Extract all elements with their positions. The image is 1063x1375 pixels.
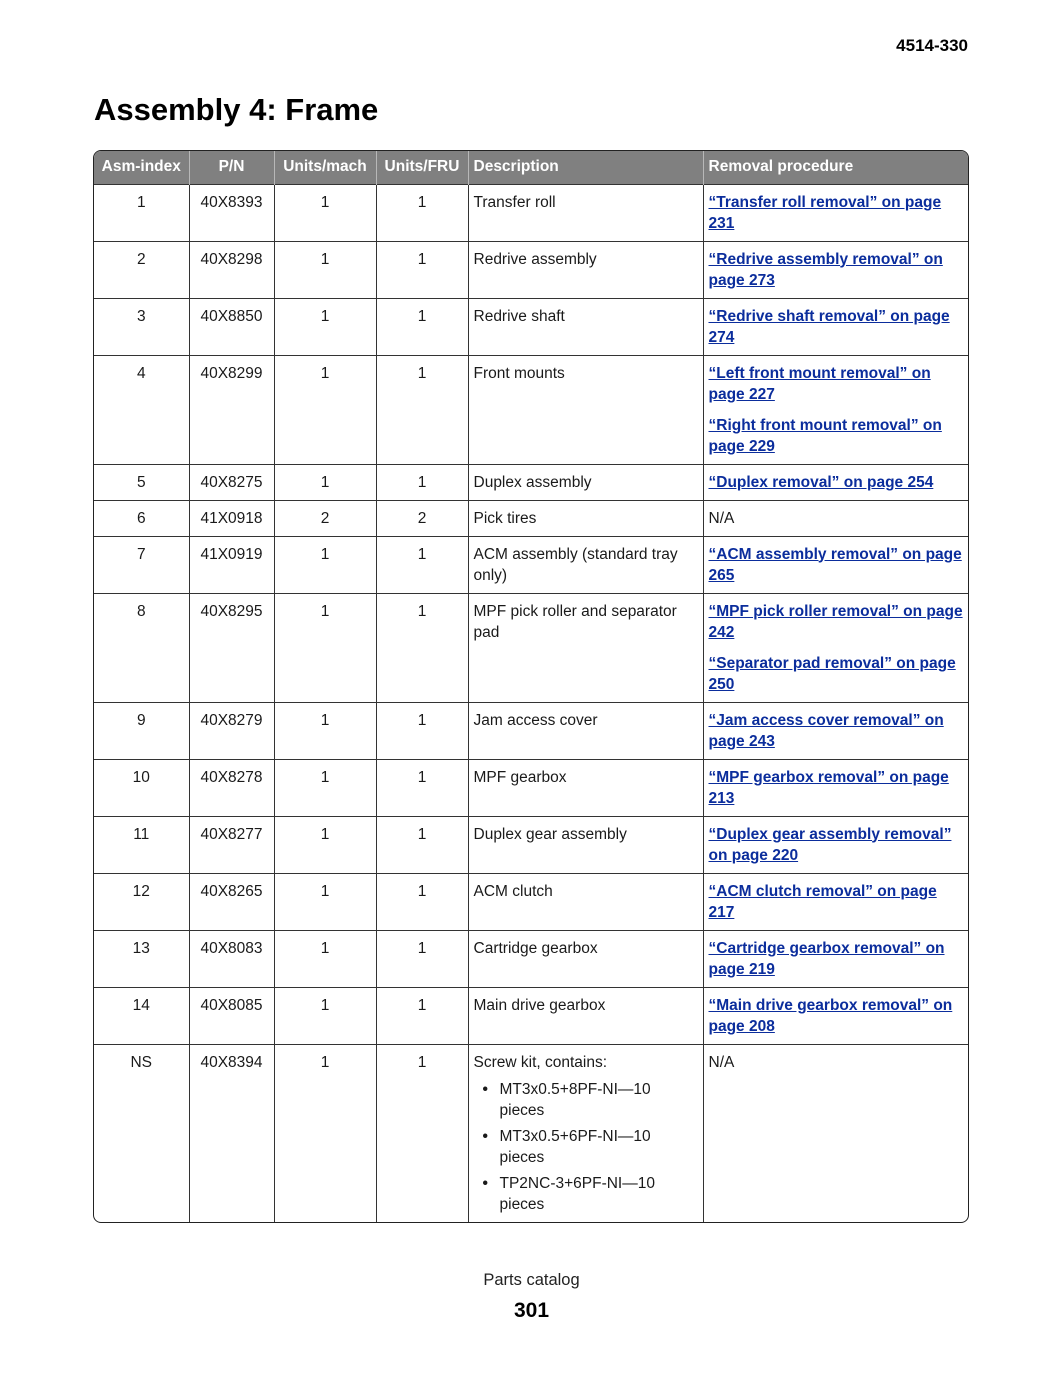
removal-procedure-link[interactable]: “Cartridge gearbox removal” on page 219 [708, 939, 945, 978]
parts-table-container [93, 150, 969, 1223]
cell-part-number: 40X8298 [189, 241, 274, 298]
cell-removal-procedure [703, 702, 969, 759]
column-header-description: Description [468, 151, 703, 184]
cell-units-fru: 2 [376, 500, 468, 536]
cell-units-fru: 1 [376, 873, 468, 930]
cell-removal-procedure [703, 1044, 969, 1222]
table-row [94, 1044, 969, 1222]
cell-description [468, 500, 703, 536]
table-row [94, 873, 969, 930]
cell-units-mach: 1 [274, 873, 376, 930]
cell-units-mach: 1 [274, 759, 376, 816]
column-header-units-fru: Units/FRU [376, 151, 468, 184]
cell-units-mach: 1 [274, 1044, 376, 1222]
description-text: Redrive shaft [473, 307, 565, 325]
cell-description [468, 1044, 703, 1222]
removal-procedure-link[interactable]: “MPF gearbox removal” on page 213 [708, 768, 949, 807]
cell-units-fru: 1 [376, 816, 468, 873]
cell-units-mach: 1 [274, 536, 376, 593]
cell-units-fru: 1 [376, 184, 468, 241]
table-row [94, 930, 969, 987]
description-text: MPF pick roller and separator pad [473, 602, 677, 641]
cell-units-mach: 1 [274, 298, 376, 355]
description-text: Duplex assembly [473, 473, 592, 491]
cell-units-mach: 1 [274, 930, 376, 987]
cell-description [468, 536, 703, 593]
description-text: Main drive gearbox [473, 996, 606, 1014]
cell-part-number: 41X0918 [189, 500, 274, 536]
cell-asm-index: NS [94, 1044, 189, 1222]
cell-units-mach: 1 [274, 355, 376, 464]
cell-part-number: 40X8295 [189, 593, 274, 702]
description-text: Front mounts [473, 364, 565, 382]
bullet-icon: • [482, 1127, 488, 1145]
cell-part-number: 40X8279 [189, 702, 274, 759]
cell-removal-procedure [703, 930, 969, 987]
bullet-icon: • [482, 1080, 488, 1098]
cell-units-mach: 1 [274, 987, 376, 1044]
cell-removal-procedure [703, 241, 969, 298]
footer-label: Parts catalog [483, 1271, 580, 1289]
column-header-asm-index: Asm-index [94, 151, 189, 184]
column-header-units-mach: Units/mach [274, 151, 376, 184]
cell-removal-procedure [703, 184, 969, 241]
description-list-item-text: MT3x0.5+6PF-NI—10 pieces [499, 1127, 651, 1166]
description-list-item-text: MT3x0.5+8PF-NI—10 pieces [499, 1080, 651, 1119]
removal-not-applicable: N/A [708, 509, 735, 527]
cell-units-mach: 1 [274, 184, 376, 241]
cell-part-number: 41X0919 [189, 536, 274, 593]
description-text: ACM clutch [473, 882, 553, 900]
cell-asm-index: 14 [94, 987, 189, 1044]
cell-asm-index: 8 [94, 593, 189, 702]
cell-description [468, 241, 703, 298]
cell-part-number: 40X8299 [189, 355, 274, 464]
parts-table [94, 151, 969, 1222]
cell-units-fru: 1 [376, 298, 468, 355]
cell-removal-procedure [703, 987, 969, 1044]
cell-asm-index: 6 [94, 500, 189, 536]
removal-procedure-link[interactable]: “ACM clutch removal” on page 217 [708, 882, 937, 921]
cell-description [468, 184, 703, 241]
removal-procedure-link[interactable]: “Duplex gear assembly removal” on page 220 [708, 825, 952, 864]
cell-units-mach: 1 [274, 816, 376, 873]
description-text: Transfer roll [473, 193, 556, 211]
description-text: Duplex gear assembly [473, 825, 627, 843]
table-row [94, 987, 969, 1044]
table-row [94, 184, 969, 241]
description-list-item [474, 1079, 698, 1121]
cell-removal-procedure [703, 593, 969, 702]
cell-part-number: 40X8278 [189, 759, 274, 816]
cell-units-fru: 1 [376, 593, 468, 702]
removal-procedure-link[interactable]: “Separator pad removal” on page 250 [708, 654, 956, 693]
table-row [94, 816, 969, 873]
cell-units-fru: 1 [376, 355, 468, 464]
cell-units-mach: 1 [274, 241, 376, 298]
column-header-removal-procedure: Removal procedure [703, 151, 969, 184]
cell-units-mach: 2 [274, 500, 376, 536]
page-number: 301 [513, 1299, 550, 1322]
removal-procedure-link[interactable]: “MPF pick roller removal” on page 242 [708, 602, 963, 641]
cell-description [468, 593, 703, 702]
table-row [94, 759, 969, 816]
cell-description [468, 873, 703, 930]
cell-units-fru: 1 [376, 464, 468, 500]
cell-part-number: 40X8083 [189, 930, 274, 987]
document-id: 4514-330 [896, 36, 968, 55]
cell-part-number: 40X8393 [189, 184, 274, 241]
cell-description [468, 298, 703, 355]
cell-units-fru: 1 [376, 759, 468, 816]
cell-removal-procedure [703, 500, 969, 536]
table-row [94, 536, 969, 593]
description-text: ACM assembly (standard tray only) [473, 545, 678, 584]
cell-asm-index: 5 [94, 464, 189, 500]
cell-removal-procedure [703, 759, 969, 816]
cell-units-mach: 1 [274, 702, 376, 759]
cell-asm-index: 2 [94, 241, 189, 298]
cell-units-mach: 1 [274, 593, 376, 702]
cell-removal-procedure [703, 464, 969, 500]
cell-units-fru: 1 [376, 241, 468, 298]
removal-procedure-link[interactable]: “Main drive gearbox removal” on page 208 [708, 996, 953, 1035]
removal-procedure-link[interactable]: “Redrive shaft removal” on page 274 [708, 307, 950, 346]
cell-asm-index: 7 [94, 536, 189, 593]
cell-description [468, 702, 703, 759]
cell-units-fru: 1 [376, 702, 468, 759]
description-list-item-text: TP2NC-3+6PF-NI—10 pieces [499, 1174, 655, 1213]
removal-procedure-link[interactable]: “Transfer roll removal” on page 231 [708, 193, 942, 232]
description-text: Screw kit, contains: [473, 1053, 608, 1071]
cell-units-fru: 1 [376, 536, 468, 593]
table-row [94, 702, 969, 759]
cell-asm-index: 10 [94, 759, 189, 816]
cell-units-fru: 1 [376, 1044, 468, 1222]
cell-part-number: 40X8085 [189, 987, 274, 1044]
cell-description [468, 816, 703, 873]
column-header-pn: P/N [189, 151, 274, 184]
cell-description [468, 759, 703, 816]
cell-part-number: 40X8265 [189, 873, 274, 930]
removal-procedure-link[interactable]: “Duplex removal” on page 254 [708, 473, 934, 491]
cell-part-number: 40X8277 [189, 816, 274, 873]
cell-description [468, 987, 703, 1044]
cell-asm-index: 12 [94, 873, 189, 930]
table-row [94, 241, 969, 298]
cell-asm-index: 13 [94, 930, 189, 987]
cell-removal-procedure [703, 816, 969, 873]
removal-procedure-link[interactable]: “ACM assembly removal” on page 265 [708, 545, 962, 584]
cell-asm-index: 9 [94, 702, 189, 759]
cell-part-number: 40X8394 [189, 1044, 274, 1222]
table-row [94, 355, 969, 464]
description-item-list [474, 1079, 698, 1215]
cell-description [468, 355, 703, 464]
cell-part-number: 40X8275 [189, 464, 274, 500]
removal-not-applicable: N/A [708, 1053, 735, 1071]
cell-part-number: 40X8850 [189, 298, 274, 355]
table-header-row [94, 151, 969, 184]
cell-asm-index: 11 [94, 816, 189, 873]
description-text: Pick tires [473, 509, 537, 527]
cell-removal-procedure [703, 355, 969, 464]
description-text: Jam access cover [473, 711, 598, 729]
cell-description [468, 930, 703, 987]
description-text: Cartridge gearbox [473, 939, 598, 957]
removal-procedure-link[interactable]: “Right front mount removal” on page 229 [708, 416, 942, 455]
bullet-icon: • [482, 1174, 488, 1192]
table-row [94, 593, 969, 702]
description-list-item [474, 1173, 698, 1215]
cell-units-mach: 1 [274, 464, 376, 500]
cell-units-fru: 1 [376, 987, 468, 1044]
cell-removal-procedure [703, 536, 969, 593]
cell-asm-index: 1 [94, 184, 189, 241]
table-row [94, 464, 969, 500]
cell-asm-index: 3 [94, 298, 189, 355]
removal-procedure-link[interactable]: “Jam access cover removal” on page 243 [708, 711, 944, 750]
description-list-item [474, 1126, 698, 1168]
cell-units-fru: 1 [376, 930, 468, 987]
table-row [94, 298, 969, 355]
removal-procedure-link[interactable]: “Left front mount removal” on page 227 [708, 364, 931, 403]
description-text: MPF gearbox [473, 768, 567, 786]
cell-removal-procedure [703, 873, 969, 930]
cell-description [468, 464, 703, 500]
removal-procedure-link[interactable]: “Redrive assembly removal” on page 273 [708, 250, 943, 289]
cell-asm-index: 4 [94, 355, 189, 464]
page-title: Assembly 4: Frame [94, 92, 379, 127]
table-body [94, 184, 969, 1222]
description-text: Redrive assembly [473, 250, 597, 268]
table-row [94, 500, 969, 536]
cell-removal-procedure [703, 298, 969, 355]
